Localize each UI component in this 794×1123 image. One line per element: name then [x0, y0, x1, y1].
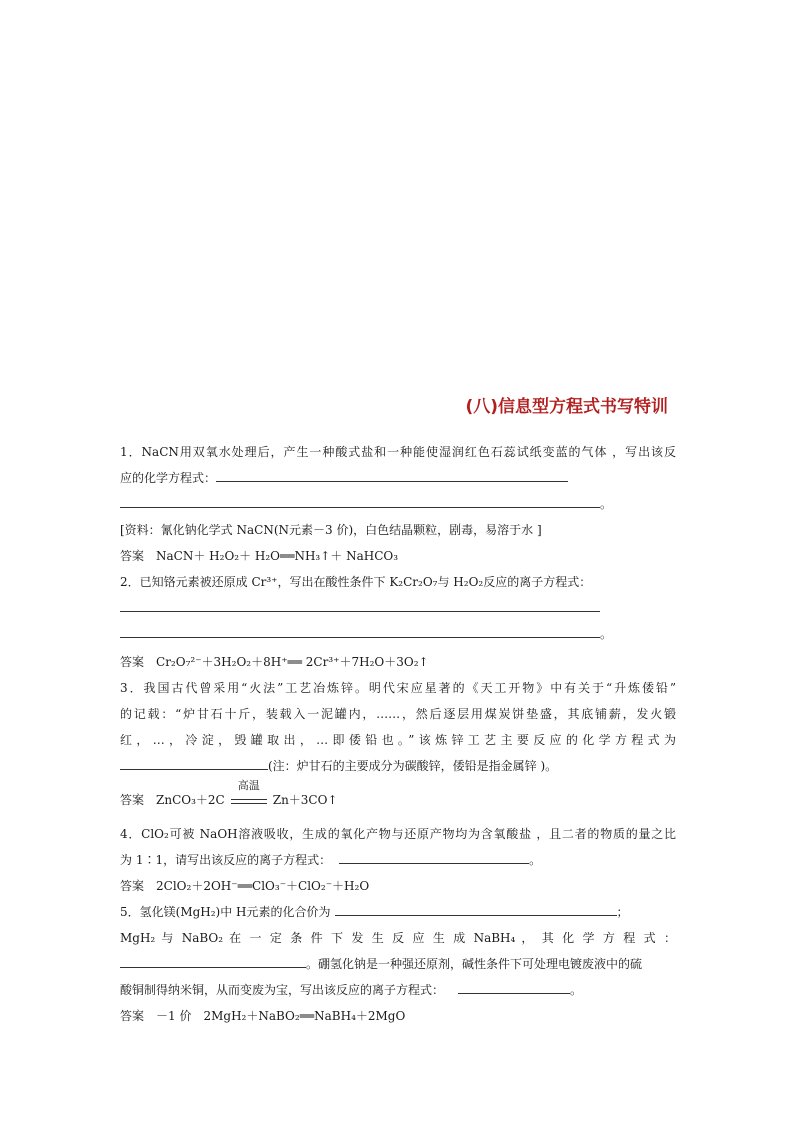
answer-label: 答案	[120, 879, 145, 893]
q2-answer	[120, 654, 676, 670]
q1-line-2	[120, 470, 676, 486]
q3-line-1: 3．我国古代曾采用“火法”工艺冶炼锌。明代宋应星著的《天工开物》中有关于“升炼倭铅”	[120, 681, 676, 695]
q1-line-1: 1．NaCN用双氧水处理后，产生一种酸式盐和一种能使湿润红色石蕊试纸变蓝的气体 ，写出该反	[120, 445, 676, 459]
q2-answer-blank-1[interactable]	[120, 600, 600, 612]
q5-text-3: 。硼氢化钠是一种强还原剂，碱性条件下可处理电镀废液中的硫	[306, 957, 643, 971]
double-line	[231, 799, 267, 804]
q3-answer	[120, 779, 676, 808]
answer-label: 答案	[120, 655, 145, 669]
q1-answer-blank-2[interactable]	[120, 496, 600, 508]
q5-text-4: 酸铜制得纳米铜，从而变废为宝，写出该反应的离子方程式：	[120, 983, 445, 997]
q4-answer	[120, 878, 676, 894]
q5-line-3	[120, 956, 676, 972]
q5-line-1	[120, 904, 676, 920]
condition-text: 高温	[237, 779, 260, 792]
answer-label: 答案	[120, 1009, 145, 1023]
answer-label: 答案	[120, 793, 145, 807]
q5-semicolon: ；	[616, 905, 629, 919]
q1-prompt: 应的化学方程式：	[120, 471, 217, 485]
q5-answer-blank-3[interactable]	[458, 982, 570, 994]
q1-period: 。	[600, 497, 613, 511]
q2-line-1: 2．已知铬元素被还原成 Cr³⁺，写出在酸性条件下 K₂Cr₂O₇与 H₂O₂反应的离子方程式：	[120, 575, 592, 589]
q5-answer-blank-2[interactable]	[120, 956, 306, 968]
q2-line-2	[120, 600, 676, 616]
q5-period: 。	[570, 983, 583, 997]
reaction-condition	[231, 779, 267, 804]
q5-answer-blank-1[interactable]	[335, 904, 617, 916]
q1-answer	[120, 548, 676, 564]
q4-line-2	[120, 852, 676, 868]
q4-answer-blank[interactable]	[339, 852, 529, 864]
q4-prompt: 为 1∶1，请写出该反应的离子方程式：	[120, 853, 332, 867]
q5-answer	[120, 1008, 676, 1024]
q4-period: 。	[529, 853, 542, 867]
q2-answer-blank-2[interactable]	[120, 626, 600, 638]
q2-line-3	[120, 626, 676, 642]
q4-answer-text: 2ClO₂＋2OH⁻══ClO₃⁻＋ClO₂⁻＋H₂O	[156, 879, 370, 893]
q3-line-3: 红，…，冷淀，毁罐取出，…即倭铅也。”该炼锌工艺主要反应的化学方程式为	[120, 733, 676, 747]
q1-answer-text: NaCN＋ H₂O₂＋ H₂O══NH₃↑＋ NaHCO₃	[156, 549, 399, 563]
q4-line-1: 4．ClO₂可被 NaOH溶液吸收，生成的氧化产物与还原产物均为含氧酸盐 ，且二者的物质的量之比	[120, 827, 676, 841]
q5-answer-text: －1 价 2MgH₂＋NaBO₂══NaBH₄＋2MgO	[156, 1009, 406, 1023]
q5-line-4	[120, 982, 676, 998]
q2-answer-text: Cr₂O₇²⁻＋3H₂O₂＋8H⁺══ 2Cr³⁺＋7H₂O＋3O₂↑	[156, 655, 429, 669]
q1-line-3	[120, 496, 676, 512]
answer-label: 答案	[120, 549, 145, 563]
q3-answer-blank[interactable]	[120, 758, 268, 770]
q2-period: 。	[600, 627, 613, 641]
q3-note: (注：炉甘石的主要成分为碳酸锌，倭铅是指金属锌 )。	[268, 759, 558, 773]
q5-line-2: MgH₂ 与 NaBO₂ 在 一 定 条 件 下 发 生 反 应 生 成 NaBH₄ ， 其 化 学 方 程 式 ：	[120, 931, 676, 945]
q3-answer-right: Zn＋3CO↑	[272, 793, 338, 807]
q5-prompt: 5．氢化镁(MgH₂)中 H元素的化合价为	[120, 905, 331, 919]
q1-answer-blank-1[interactable]	[216, 470, 568, 482]
page-title: (八)信息型方程式书写特训	[465, 397, 668, 417]
q3-line-4	[120, 758, 676, 774]
q3-line-2: 的记载：“炉甘石十斤，装载入一泥罐内，……，然后逐层用煤炭饼垫盛，其底铺薪，发火锻	[120, 707, 676, 721]
q1-note: [资料：氰化钠化学式 NaCN(N元素－3 价)，白色结晶颗粒，剧毒，易溶于水 ]	[120, 523, 542, 537]
q3-answer-left: ZnCO₃＋2C	[156, 793, 225, 807]
